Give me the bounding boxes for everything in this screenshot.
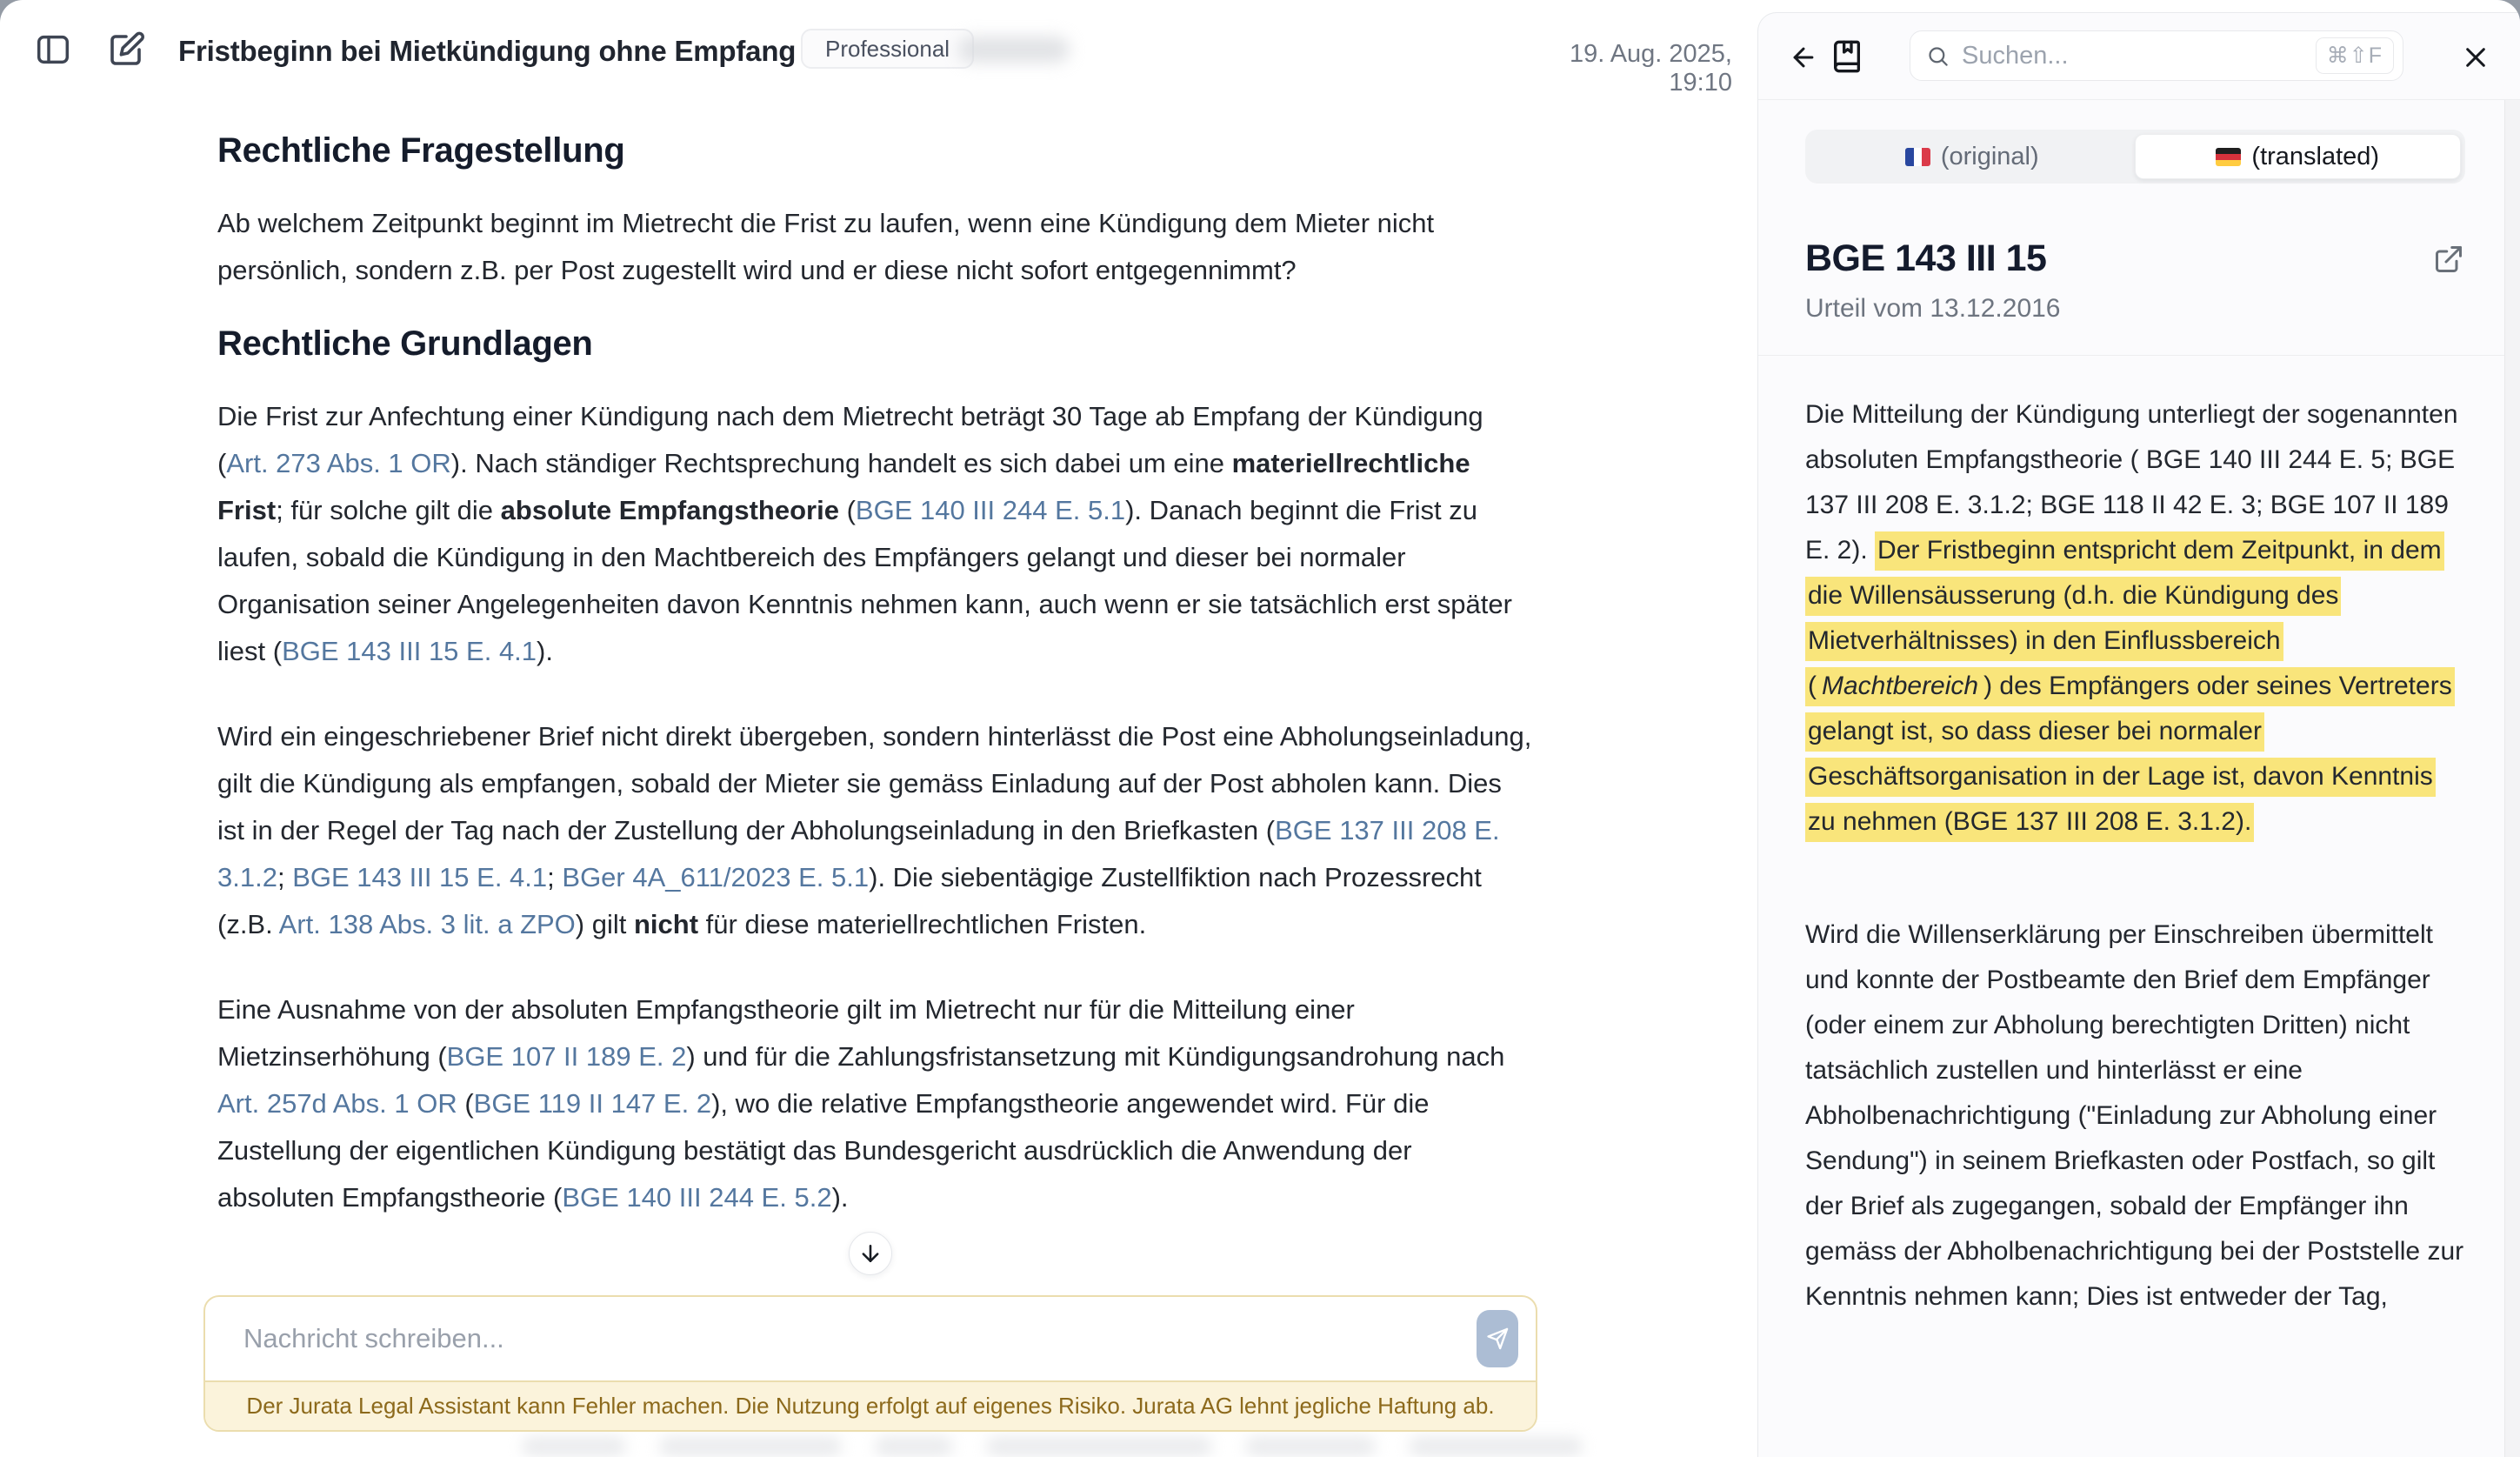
text-segment: Ab welchem Zeitpunkt beginnt im Mietrecht die Frist zu laufen, wenn eine Kündigung dem Mieter nicht persönlich, sondern z.B. per Post zugestellt wird und er diese nicht sofort entgegennimmt? (217, 208, 1435, 285)
saved-decisions-button[interactable] (1828, 37, 1866, 76)
chat-content (217, 130, 1532, 1221)
text-segment: ) gilt (575, 909, 634, 939)
text-segment: Die Mitteilung der Kündigung unterliegt der sogenannten absoluten Empfangstheorie ( BGE 140 III 244 E. 5; BGE 137 III 208 E. 3.1.2; BGE 118 II 42 E. 3; BGE 107 II 189 E. 2). (1805, 400, 2458, 565)
disclaimer-banner: Der Jurata Legal Assistant kann Fehler machen. Die Nutzung erfolgt auf eigenes Risiko. Jurata AG lehnt jegliche Haftung ab. (205, 1380, 1536, 1430)
tab-label: (translated) (2251, 142, 2380, 170)
chat-paragraph (217, 713, 1532, 948)
panel-scrollbar[interactable] (2504, 100, 2520, 1457)
text-segment: Machtbereich (1819, 667, 1981, 706)
search-icon (1926, 44, 1950, 68)
text-segment: ) des Empfängers oder seines Vertreters gelangt ist, so dass dieser bei normaler Geschäftsorganisation in der Lage ist, davon Kenntnis zu nehmen (BGE 137 III 208 E. 3.1.2). (1805, 667, 2455, 842)
text-segment: ). (537, 636, 553, 666)
message-composer (203, 1295, 1537, 1432)
citation-link[interactable]: Art. 257d Abs. 1 OR (217, 1088, 457, 1119)
panel-header (1758, 13, 2520, 100)
decision-paragraph (1805, 912, 2465, 1320)
citation-link[interactable]: BGE 119 II 147 E. 2 (473, 1088, 712, 1119)
flag-france-icon (1905, 148, 1930, 166)
chat-section (217, 324, 1532, 1221)
citation-link[interactable]: BGE 107 II 189 E. 2 (446, 1041, 687, 1072)
flag-germany-icon (2216, 148, 2241, 166)
citation-link[interactable]: BGE 140 III 244 E. 5.2 (562, 1182, 832, 1213)
text-segment: materiellrechtliche Frist (217, 448, 1470, 525)
citation-link[interactable]: Art. 273 Abs. 1 OR (226, 448, 451, 478)
send-button[interactable] (1477, 1310, 1518, 1367)
sidebar-toggle-button[interactable] (30, 26, 77, 73)
scroll-to-bottom-button[interactable] (849, 1232, 892, 1275)
chat-paragraph (217, 200, 1532, 294)
text-segment: ; (547, 862, 563, 892)
text-segment: Wird ein eingeschriebener Brief nicht direkt übergeben, sondern hinterlässt die Post eine Abholungseinladung, gilt die Kündigung als empfangen, sobald der Mieter sie gemäss Einladung auf der Post abholen kann. Dies ist in der Regel der Tag nach der Zustellung der Abholungseinladung in den Briefkasten ( (217, 721, 1532, 845)
book-bookmark-icon (1830, 39, 1864, 74)
text-segment: für diese materiellrechtlichen Fristen. (698, 909, 1147, 939)
decision-text (1805, 392, 2465, 1320)
text-segment: ). (831, 1182, 849, 1213)
arrow-left-icon (1789, 43, 1818, 72)
citation-link[interactable]: Art. 138 Abs. 3 lit. a ZPO (278, 909, 576, 939)
section-heading: Rechtliche Fragestellung (217, 131, 625, 170)
text-segment: ; (277, 862, 293, 892)
send-icon (1485, 1327, 1510, 1351)
text-segment: ; für solche gilt die (276, 495, 501, 525)
citation-link[interactable]: BGer 4A_611/2023 E. 5.1 (562, 862, 870, 892)
search-box (1910, 30, 2403, 81)
citation-link[interactable]: BGE 143 III 15 E. 4.1 (282, 636, 537, 666)
decision-header (1805, 237, 2465, 280)
sidebar-toggle-icon (33, 30, 73, 70)
text-segment: ). Nach ständiger Rechtsprechung handelt es sich dabei um eine (450, 448, 1232, 478)
professional-badge: Professional (801, 29, 974, 69)
search-input[interactable] (1962, 42, 2316, 70)
decision-title: BGE 143 III 15 (1805, 237, 2047, 279)
composer-input-row (205, 1297, 1536, 1380)
compose-icon (105, 29, 147, 70)
citation-link[interactable]: BGE 137 III 208 E. 3.1.2 (217, 815, 1500, 892)
text-segment: absolute Empfangstheorie (500, 495, 839, 525)
tab-translated[interactable] (2135, 134, 2462, 179)
message-input[interactable] (243, 1323, 1457, 1354)
page-title: Fristbeginn bei Mietkündigung ohne Empfang (178, 35, 797, 67)
decision-date: Urteil vom 13.12.2016 (1805, 294, 2061, 323)
citation-link[interactable]: BGE 143 III 15 E. 4.1 (292, 862, 548, 892)
open-external-button[interactable] (2432, 243, 2465, 276)
chat-section (217, 130, 1532, 294)
redacted-text-blur (958, 37, 1070, 63)
external-link-icon (2433, 244, 2464, 275)
tab-original[interactable] (1810, 134, 2135, 179)
decision-paragraph (1805, 392, 2465, 845)
text-segment: ) und für die Zahlungsfristansetzung mit Kündigungsandrohung nach (686, 1041, 1505, 1072)
arrow-down-icon (858, 1241, 883, 1266)
new-chat-button[interactable] (101, 24, 151, 75)
chat-paragraph (217, 393, 1532, 675)
tab-label: (original) (1940, 142, 2039, 170)
panel-body (1758, 130, 2520, 1320)
decision-panel (1757, 12, 2520, 1457)
close-panel-button[interactable] (2459, 41, 2492, 74)
text-segment: nicht (633, 909, 699, 939)
section-heading: Rechtliche Grundlagen (217, 324, 593, 363)
text-segment: ( (838, 495, 856, 525)
chat-paragraph (217, 986, 1532, 1221)
text-segment: Der Fristbeginn entspricht dem Zeitpunkt, in dem die Willensäusserung (d.h. die Kündigung des Mietverhältnisses) in den Einflussbereich ( (1805, 531, 2444, 706)
chat-date: 19. Aug. 2025, 19:10 (1569, 40, 1732, 97)
text-segment: ). Danach beginnt die Frist zu laufen, sobald die Kündigung in den Machtbereich des Empfängers gelangt und dieser bei normaler Organisation seiner Angelegenheiten davon Kenntnis nehmen kann, auch wenn er sie tatsächlich erst später liest ( (217, 495, 1512, 666)
text-segment: ). Die siebentägige Zustellfiktion nach Prozessrecht (z.B. (217, 862, 1482, 939)
text-segment: ( (457, 1088, 474, 1119)
text-segment: ), wo die relative Empfangstheorie angewendet wird. Für die Zustellung der eigentlichen Kündigung bestätigt das Bundesgericht ausdrücklich die Anwendung der absoluten Empfangstheorie ( (217, 1088, 1430, 1213)
back-button[interactable] (1788, 42, 1819, 73)
divider (1758, 355, 2520, 356)
citation-link[interactable]: BGE 140 III 244 E. 5.1 (855, 495, 1126, 525)
text-segment: Die Frist zur Anfechtung einer Kündigung nach dem Mietrecht beträgt 30 Tage ab Empfang der Kündigung ( (217, 401, 1483, 478)
text-segment: Wird die Willenserklärung per Einschreiben übermittelt und konnte der Postbeamte den Brief dem Empfänger (oder einem zur Abholung berechtigten Dritten) nicht tatsächlich zustellen und hinterlässt er eine Abholbenachrichtigung ("Einladung zur Abholung einer Sendung") in seinem Briefkasten oder Postfach, so gilt der Brief als zugegangen, sobald der Empfänger ihn gemäss der Abholbenachrichtigung bei der Poststelle zur Kenntnis nehmen kann; Dies ist entweder der Tag, (1805, 920, 2464, 1311)
close-icon (2462, 43, 2490, 71)
text-segment: Eine Ausnahme von der absoluten Empfangstheorie gilt im Mietrecht nur für die Mitteilung einer Mietzinserhöhung ( (217, 994, 1355, 1072)
blurred-background-content (522, 1437, 1739, 1457)
search-shortcut-badge: ⌘⇧F (2316, 37, 2394, 74)
language-tabs (1805, 130, 2465, 184)
